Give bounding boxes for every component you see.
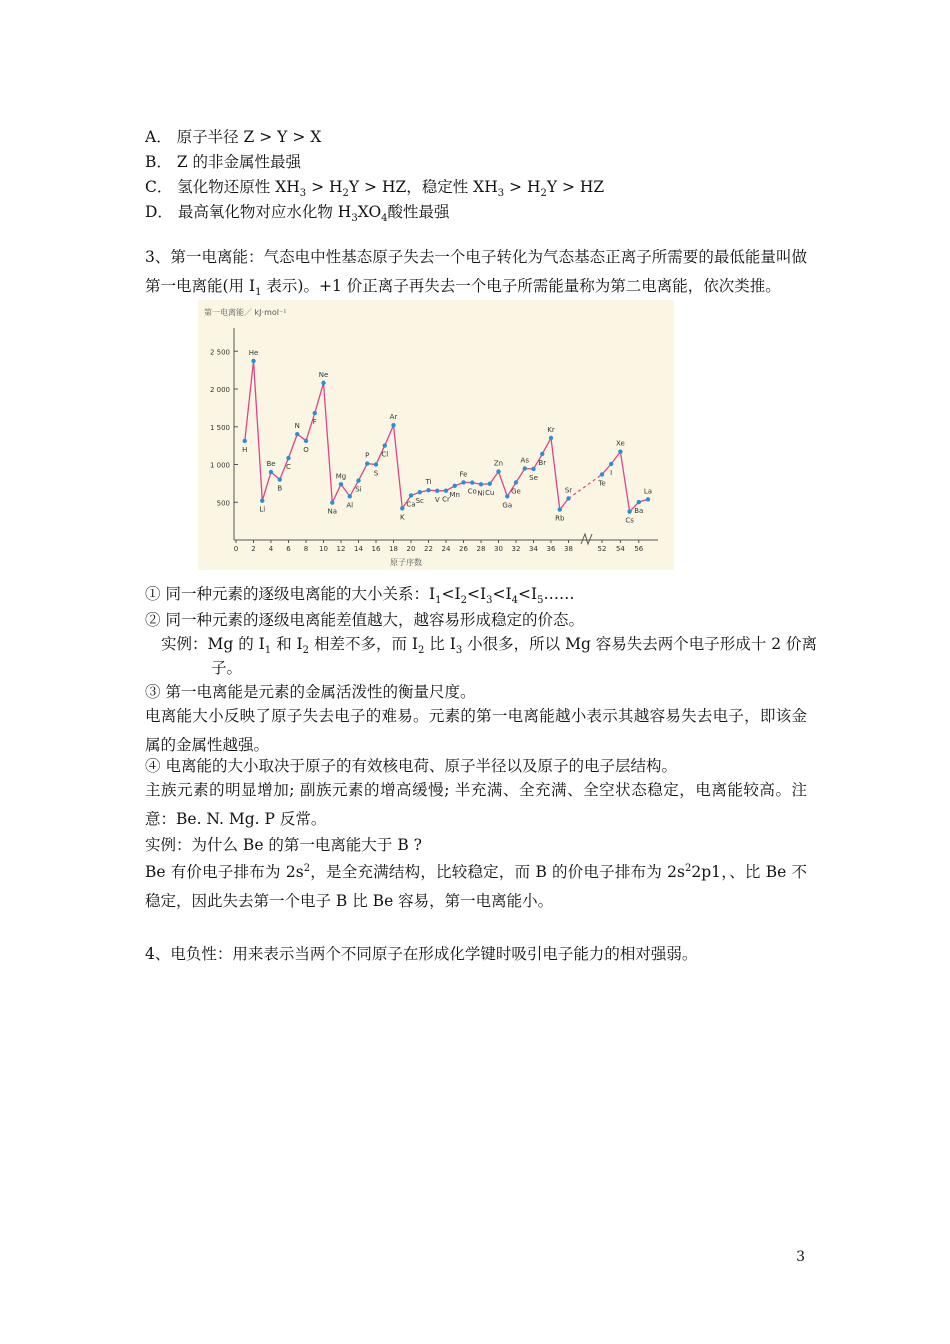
section3-intro: 3、第一电离能：气态电中性基态原子失去一个电子转化为气态基态正离子所需要的最低能量叫做第一电离能(用 $I_1$ 表示)。+1 价正离子再失去一个电子所需能量称为第二电离能，依次类推。 xyxy=(145,248,807,299)
data-point-mg xyxy=(339,482,343,486)
example-answer: Be 有价电子排布为 $2s^2$，是全充满结构，比较稳定，而 B 的价电子排布为 $2s^22p1$，、比 Be 不稳定，因此失去第一个电子 B 比 Be 容易，第一电离能小。 xyxy=(145,862,807,910)
x-tick-label: 28 xyxy=(476,545,486,553)
chart-xlabel: 原子序数 xyxy=(390,558,422,567)
option-label: C． xyxy=(145,178,178,196)
x-tick-label: 20 xyxy=(406,545,416,553)
element-label-kr: Kr xyxy=(547,425,555,434)
data-point-cs xyxy=(627,509,631,513)
element-label-p: P xyxy=(365,451,370,460)
element-label-li: Li xyxy=(259,505,266,514)
data-point-be xyxy=(269,470,273,474)
element-label-as: As xyxy=(520,456,529,465)
data-point-sc xyxy=(418,490,422,494)
data-point-li xyxy=(260,499,264,503)
y-tick-label: 2 000 xyxy=(209,386,230,394)
data-point-v xyxy=(435,489,439,493)
point-4-detail: 主族元素的明显增加; 副族元素的增高缓慢; 半充满、全充满、全空状态稳定，电离能较高。注意：Be. N. Mg. P 反常。 xyxy=(145,781,807,828)
axis-break xyxy=(581,534,592,544)
data-point-al xyxy=(348,494,352,498)
chart-svg xyxy=(198,300,674,570)
element-label-xe: Xe xyxy=(616,439,625,448)
y-tick-label: 2 500 xyxy=(209,348,230,357)
data-point-f xyxy=(313,411,317,415)
element-label-mn: Mn xyxy=(449,490,460,499)
data-point-b xyxy=(278,477,282,481)
page-number: 3 xyxy=(796,1249,805,1265)
x-tick-label: 30 xyxy=(494,545,503,553)
element-label-v: V xyxy=(434,495,440,504)
element-label-he: He xyxy=(248,348,259,357)
element-label-fe: Fe xyxy=(459,470,468,479)
element-label-co: Co xyxy=(467,487,477,496)
element-label-o: O xyxy=(303,445,309,454)
element-label-zn: Zn xyxy=(493,459,504,468)
y-tick-label: 500 xyxy=(216,499,230,508)
x-tick-label: 10 xyxy=(319,545,328,553)
element-label-ge: Ge xyxy=(511,487,521,496)
element-label-f: F xyxy=(312,418,317,427)
data-point-ti xyxy=(426,488,430,492)
x-tick-label: 54 xyxy=(615,545,625,553)
element-label-k: K xyxy=(399,513,405,522)
data-point-ba xyxy=(637,500,641,504)
chart-title: 第一电离能／ kJ·mol⁻¹ xyxy=(204,308,287,317)
series-line-period-5-6 xyxy=(602,452,648,512)
x-tick-label: 24 xyxy=(441,545,451,553)
x-tick-label: 2 xyxy=(251,545,256,553)
element-label-se: Se xyxy=(529,473,538,482)
data-point-cr xyxy=(444,488,448,492)
x-tick-label: 32 xyxy=(511,545,521,553)
element-label-al: Al xyxy=(346,501,354,510)
point-4: ④ 电离能的大小取决于原子的有效核电荷、原子半径以及原子的电子层结构。 xyxy=(145,757,677,775)
section4-heading: 4、电负性：用来表示当两个不同原子在形成化学键时吸引电子能力的相对强弱。 xyxy=(145,945,698,963)
option-c: C． 氢化物还原性 $XH_3 > H_2Y$ > HZ，稳定性 $XH_3 > H_2Y$ > HZ xyxy=(145,178,605,200)
option-b: B． Z 的非金属性最强 xyxy=(145,153,302,171)
data-point-ge xyxy=(514,480,518,484)
data-point-ga xyxy=(505,494,509,498)
x-tick-label: 4 xyxy=(268,545,274,553)
data-point-n xyxy=(295,432,299,436)
x-tick-label: 6 xyxy=(286,545,291,553)
x-tick-label: 18 xyxy=(389,545,398,553)
element-label-ti: Ti xyxy=(425,478,432,487)
element-label-si: Si xyxy=(355,485,362,494)
element-label-ni: Ni xyxy=(477,489,485,498)
data-point-se xyxy=(531,467,535,471)
x-tick-label: 52 xyxy=(597,545,607,553)
option-label: B． xyxy=(145,153,177,171)
data-point-o xyxy=(304,439,308,443)
data-point-br xyxy=(540,452,544,456)
data-point-c xyxy=(286,456,290,460)
x-tick-label: 38 xyxy=(564,545,573,553)
data-point-ca xyxy=(409,493,413,497)
x-tick-label: 0 xyxy=(233,545,239,553)
data-point-la xyxy=(646,497,650,501)
point-3-detail: 电离能大小反映了原子失去电子的难易。元素的第一电离能越小表示其越容易失去电子，即该金属的金属性越强。 xyxy=(145,707,807,754)
data-point-kr xyxy=(549,436,553,440)
option-a: A． 原子半径 Z > Y > X xyxy=(145,128,322,146)
data-point-cl xyxy=(383,443,387,447)
element-label-mg: Mg xyxy=(335,472,347,481)
element-label-te: Te xyxy=(598,479,606,488)
element-label-sc: Sc xyxy=(415,497,424,506)
example-question: 实例：为什么 Be 的第一电离能大于 B ? xyxy=(145,836,422,854)
data-point-i xyxy=(609,462,613,466)
data-point-co xyxy=(470,480,474,484)
element-label-cs: Cs xyxy=(625,516,634,525)
element-label-c: C xyxy=(286,463,291,472)
option-d: D． 最高氧化物对应水化物 $H_3XO_4$酸性最强 xyxy=(145,203,450,225)
data-point-as xyxy=(523,466,527,470)
data-point-fe xyxy=(461,480,465,484)
element-label-sr: Sr xyxy=(564,486,573,495)
ionization-energy-chart xyxy=(198,300,674,570)
series-gap-dashed xyxy=(569,474,606,498)
data-point-ni xyxy=(479,482,483,486)
x-tick-label: 34 xyxy=(529,545,538,553)
data-point-ar xyxy=(391,423,395,427)
x-tick-label: 36 xyxy=(546,545,556,553)
point-2-example-cont: 子。 xyxy=(211,659,243,677)
element-label-na: Na xyxy=(327,507,338,516)
data-point-ne xyxy=(321,381,325,385)
element-label-rb: Rb xyxy=(555,514,565,523)
data-point-h xyxy=(243,439,247,443)
element-label-i: I xyxy=(610,468,613,477)
data-point-xe xyxy=(618,449,622,453)
data-point-rb xyxy=(558,507,562,511)
element-label-cr: Cr xyxy=(442,495,450,504)
data-point-sr xyxy=(566,496,570,500)
data-point-zn xyxy=(496,469,500,473)
x-tick-label: 22 xyxy=(424,545,433,553)
data-point-cu xyxy=(488,482,492,486)
element-label-br: Br xyxy=(538,458,547,467)
element-label-n: N xyxy=(294,422,300,431)
point-2-example: 实例：Mg 的 $I_1$ 和 $I_2$ 相差不多，而 $I_2$ 比 $I_3$ 小很多，所以 Mg 容易失去两个电子形成十 2 价离 xyxy=(161,635,818,657)
data-point-na xyxy=(330,500,334,504)
x-tick-label: 8 xyxy=(303,545,309,553)
data-point-s xyxy=(374,462,378,466)
data-point-si xyxy=(356,478,360,482)
data-point-he xyxy=(251,359,255,363)
element-label-ne: Ne xyxy=(318,370,329,379)
element-label-s: S xyxy=(373,469,379,478)
data-point-k xyxy=(400,506,404,510)
x-tick-label: 56 xyxy=(634,545,644,553)
x-tick-label: 26 xyxy=(459,545,468,553)
element-label-b: B xyxy=(277,484,283,493)
option-label: A． xyxy=(145,128,177,146)
data-point-te xyxy=(600,472,604,476)
element-label-ca: Ca xyxy=(406,500,416,509)
point-1: ① 同一种元素的逐级电离能的大小关系：$I_1<I_2<I_3<I_4<I_5\dots\dots$ xyxy=(145,585,575,607)
option-label: D． xyxy=(145,203,178,221)
y-tick-label: 1 000 xyxy=(209,461,230,470)
y-tick-label: 1 500 xyxy=(209,423,230,432)
element-label-ar: Ar xyxy=(389,413,398,422)
data-point-p xyxy=(365,461,369,465)
data-point-mn xyxy=(453,484,457,488)
element-label-la: La xyxy=(643,487,653,496)
x-tick-label: 12 xyxy=(336,545,346,553)
element-label-ba: Ba xyxy=(634,507,644,516)
element-label-h: H xyxy=(242,445,248,454)
element-label-cl: Cl xyxy=(381,450,389,459)
element-label-ga: Ga xyxy=(502,501,513,510)
x-tick-label: 16 xyxy=(371,545,381,553)
element-label-cu: Cu xyxy=(485,488,495,497)
point-2: ② 同一种元素的逐级电离能差值越大，越容易形成稳定的价态。 xyxy=(145,611,584,629)
element-label-be: Be xyxy=(266,460,276,469)
point-3: ③ 第一电离能是元素的金属活泼性的衡量尺度。 xyxy=(145,683,476,701)
x-tick-label: 14 xyxy=(354,545,363,553)
